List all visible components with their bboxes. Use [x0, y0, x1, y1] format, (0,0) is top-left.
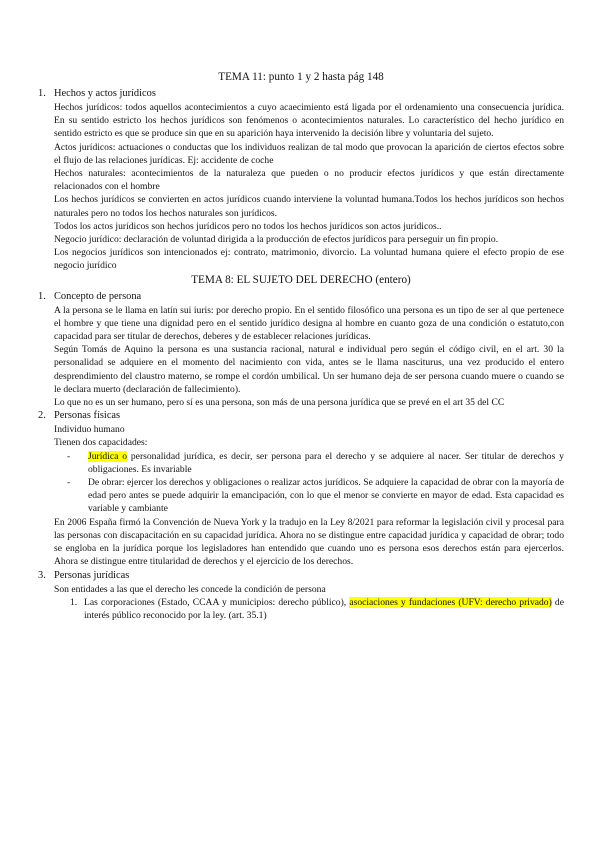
highlighted-text: Jurídica o — [88, 450, 128, 462]
list-item-text: de interés público reconocido por la ley. (art. 35.1) — [84, 596, 564, 621]
section-body — [54, 304, 564, 410]
section-title: Hechos y actos jurídicos — [54, 88, 156, 99]
document-body — [38, 70, 564, 622]
bullet-list — [54, 450, 564, 516]
list-item-text: personalidad jurídica, es decir, ser persona para el derecho y se adquiere al nacer. Ser titular de derechos y obligaciones. Es invariable — [88, 450, 564, 475]
section-number: 3. — [38, 569, 46, 581]
list-item-text: De obrar: ejercer los derechos y obligaciones o realizar actos jurídicos. Se adquiere la capacidad de obrar con la mayoría de edad pero antes se puede adquirir la emancipación, con lo que el menor se convierte en mayor de edad. Esta capacidad es variable y cambiante — [88, 477, 564, 515]
paragraph: A la persona se le llama en latín sui iuris: por derecho propio. En el sentido filosófico una persona es un tipo de ser al que pertenece el hombre y que tiene una dignidad pero en el sentido jurídico designa al hombre en cuanto goza de una condición o estatuto,con capacidad para ser titular de derechos, deberes y de establecer relaciones jurídicas. — [54, 304, 564, 343]
page-title: TEMA 11: punto 1 y 2 hasta pág 148 — [218, 71, 384, 83]
numbered-list — [54, 596, 564, 622]
paragraph: Los negocios jurídicos son intencionados ej: contrato, matrimonio, divorcio. La voluntad humana quiere el efecto propio de ese negocio jurídico — [54, 247, 564, 272]
section-number: 1. — [38, 290, 46, 302]
section-title-secondary: TEMA 8: EL SUJETO DEL DERECHO (entero) — [191, 273, 411, 286]
list-item-text: Las corporaciones (Estado, CCAA y municipios: derecho público), — [84, 596, 350, 608]
paragraph: Según Tomás de Aquino la persona es una sustancia racional, natural e individual pero según el código civil, en el art. 30 la personalidad se adquiere en el momento del nacimiento con vida, antes se le llama nasciturus, una vez producido el entero desprendimiento del claustro materno, se rompe el cordón umbilical. Un ser humano deja de ser persona cuando muere o cuando se le declara muerto (declaración de fallecimiento). — [54, 344, 564, 395]
paragraph: Hechos naturales: acontecimientos de la naturaleza que pueden o no producir efectos jurídicos y que están directamente relacionados con el hombre — [54, 168, 564, 193]
paragraph: Son entidades a las que el derecho les concede la condición de persona — [54, 583, 326, 595]
list-item — [67, 476, 564, 516]
section-title: Personas físicas — [54, 410, 121, 422]
section-body — [54, 583, 564, 623]
section-heading — [38, 569, 564, 583]
section-heading — [38, 409, 564, 423]
section-heading — [38, 87, 564, 101]
paragraph: En 2006 España firmó la Convención de Nueva York y la tradujo en la Ley 8/2021 para reformar la legislación civil y procesal para las personas con discapacitación en su capacidad jurídica. Ahora no se distingue entre capacidad jurídica y capacidad de obrar; todo se engloba en la jurídica porque los legisladores han entendido que cuando uno es persona esos derechos están para ejercerlos. Ahora se distingue entre titularidad de derechos y el ejercicio de los derechos. — [54, 516, 564, 568]
list-item — [70, 596, 564, 622]
list-item — [67, 450, 564, 476]
paragraph: Negocio jurídico: declaración de voluntad dirigida a la producción de efectos jurídicos para perseguir un fin propio. — [54, 234, 499, 246]
dash-marker: - — [67, 450, 71, 462]
paragraph: Todos los actos jurídicos son hechos jurídicos pero no todos los hechos jurídicos son actos jurídicos.. — [54, 220, 442, 232]
paragraph: Actos jurídicos: actuaciones o conductas que los individuos realizan de tal modo que provocan la aparición de ciertos efectos sobre el flujo de las relaciones jurídicas. Ej: accidente de coche — [54, 141, 564, 166]
section-body — [54, 423, 564, 568]
section-number: 2. — [38, 410, 46, 422]
section-title: Personas jurídicas — [54, 569, 130, 581]
section-body — [54, 101, 564, 273]
section-number: 1. — [38, 88, 46, 99]
paragraph: Individuo humano — [54, 424, 125, 436]
paragraph: Tienen dos capacidades: — [54, 437, 148, 449]
section-heading — [38, 290, 564, 304]
section-title: Concepto de persona — [54, 290, 142, 302]
paragraph: Lo que no es un ser humano, pero sí es una persona, son más de una persona jurídica que se prevé en el art 35 del CC — [54, 397, 505, 409]
list-number: 1. — [70, 596, 78, 608]
dash-marker: - — [67, 477, 71, 489]
paragraph: Hechos jurídicos: todos aquellos acontecimientos a cuyo acaecimiento está ligada por el ordenamiento una consecuencia jurídica. En su sentido estricto los hechos jurídicos son fenómenos o acontecimientos naturales. Lo característico del hecho jurídico en sentido estricto es que se produce sin que en su aparición haya intervenido la decisión libre y voluntaria del sujeto. — [54, 102, 564, 140]
paragraph: Los hechos jurídicos se convierten en actos jurídicos cuando interviene la voluntad humana.Todos los hechos jurídicos son hechos naturales pero no todos los hechos naturales son jurídicos. — [54, 194, 564, 219]
highlighted-text: asociaciones y fundaciones (UFV: derecho privado) — [349, 596, 552, 608]
